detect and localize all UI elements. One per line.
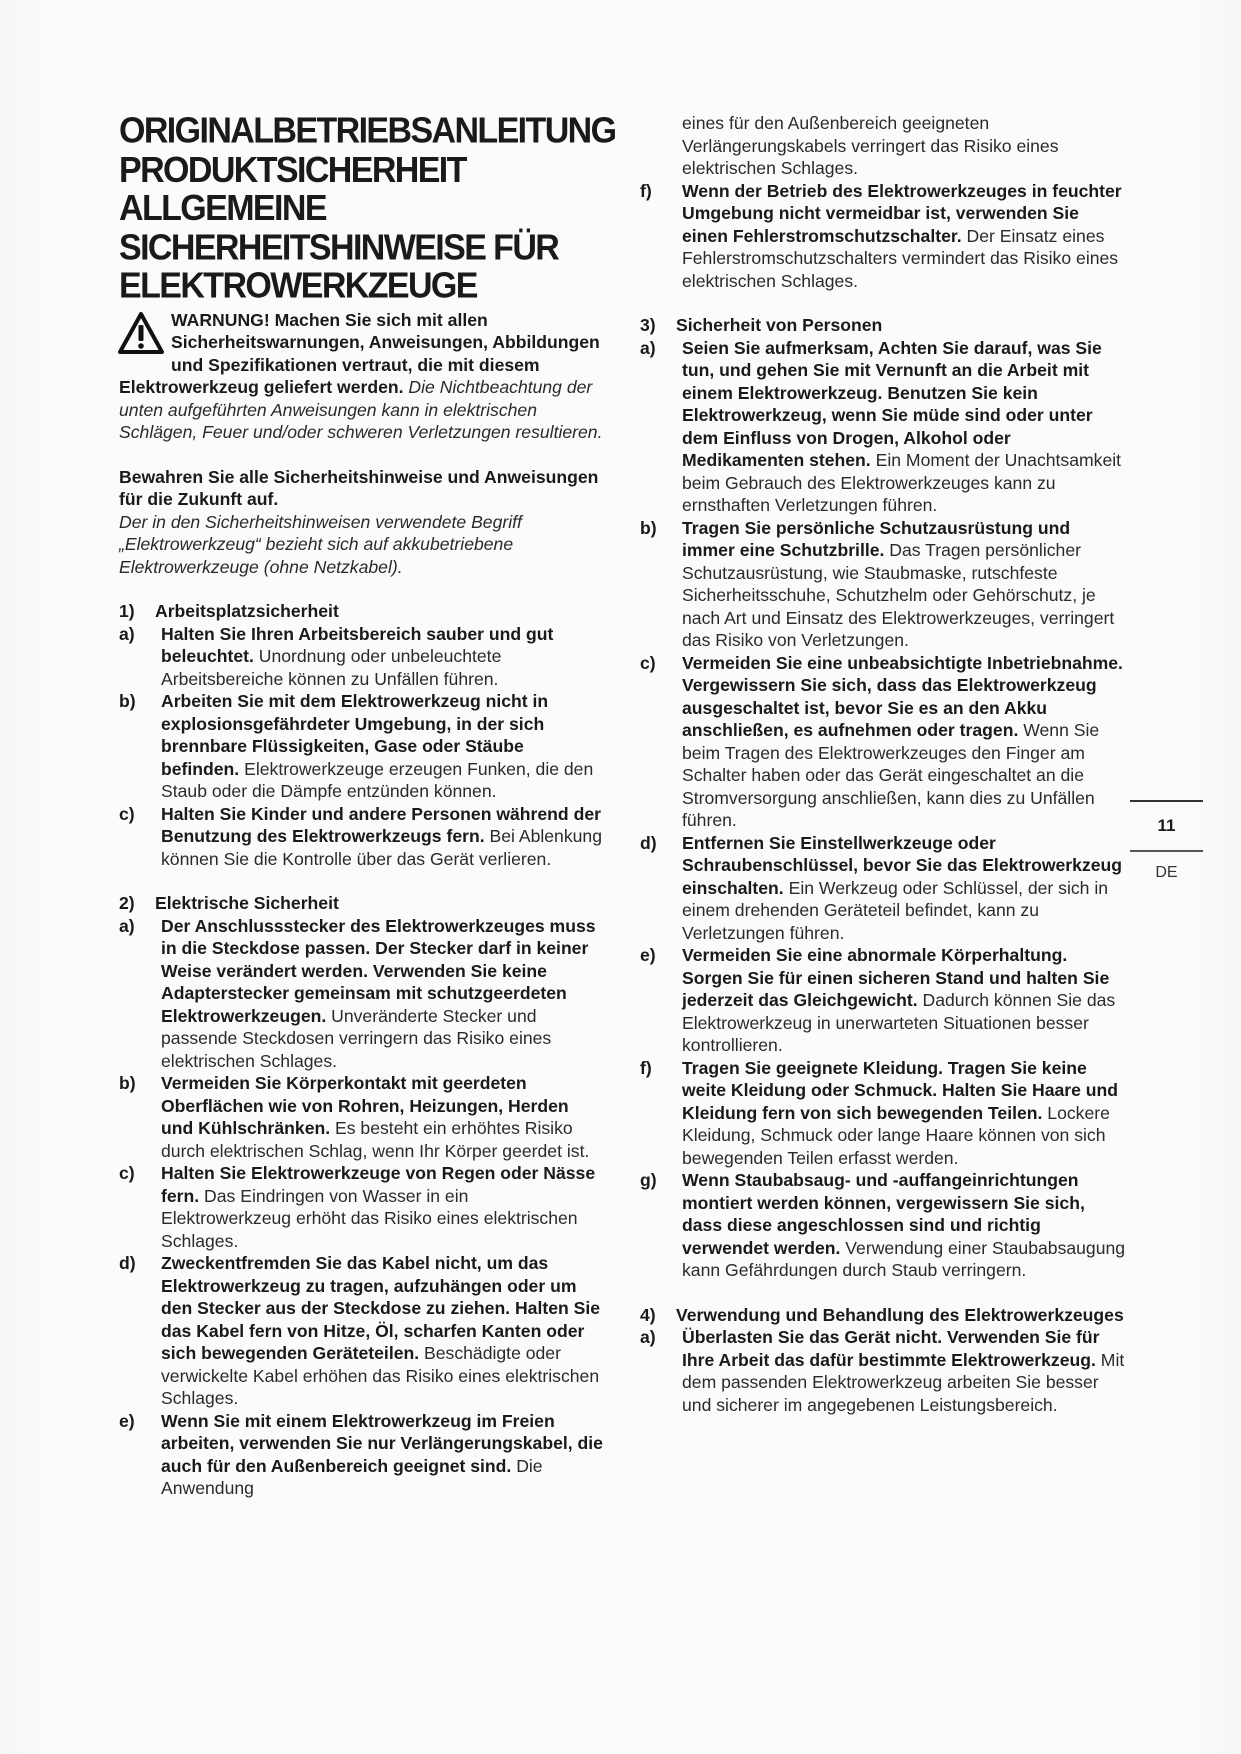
item-text: Elektrowerkzeuge erzeugen Funken, die den Staub oder die Dämpfe entzünden können. bbox=[161, 758, 594, 801]
section-heading bbox=[640, 314, 1127, 337]
item-bold-text: Halten Sie Kinder und andere Personen während der Benutzung des Elektrowerkzeugs fern. bbox=[161, 803, 601, 846]
item-label: d) bbox=[640, 832, 657, 853]
item-label: c) bbox=[119, 1163, 135, 1183]
item-bold-text: Wenn der Betrieb des Elektrowerkzeuges in feuchter Umgebung nicht vermeidbar ist, verwenden Sie einen Fehlerstromschutzschalter. bbox=[682, 180, 1122, 246]
title-line: SICHERHEITSHINWEISE FÜR bbox=[119, 227, 559, 268]
warning-triangle-icon bbox=[117, 311, 165, 355]
item-label: c) bbox=[640, 652, 656, 673]
item-label: b) bbox=[119, 691, 136, 711]
item-text: Verwendung einer Staubabsaugung kann Gefährdungen durch Staub verringern. bbox=[682, 1237, 1126, 1280]
section-number: 3) bbox=[640, 315, 656, 335]
item-bold-text: Vermeiden Sie eine abnormale Körperhaltung. Sorgen Sie für einen sicheren Stand und halten Sie jederzeit das Gleichgewicht. bbox=[682, 945, 1110, 1010]
list-item bbox=[640, 652, 1127, 832]
item-bold-text: Tragen Sie persönliche Schutzausrüstung und immer eine Schutzbrille. bbox=[682, 517, 1071, 560]
section-heading bbox=[119, 892, 603, 915]
section-number: 1) bbox=[119, 601, 135, 621]
item-label: c) bbox=[119, 803, 135, 824]
item-bold-text: Seien Sie aufmerksam, Achten Sie darauf, was Sie tun, und gehen Sie mit Vernunft an die Arbeit mit einem Elektrowerkzeug. Benutzen Sie kein Elektrowerkzeug, wenn Sie müde sind oder unter dem Einfluss von Drogen, Alkohol oder Medikamenten stehen. bbox=[682, 337, 1102, 470]
title-line: PRODUKTSICHERHEIT bbox=[119, 149, 466, 190]
list-item bbox=[119, 915, 603, 1073]
item-label: a) bbox=[119, 915, 135, 936]
item-text: Bei Ablenkung können Sie die Kontrolle über das Gerät verlieren. bbox=[161, 826, 602, 869]
item-label: e) bbox=[119, 1410, 135, 1431]
item-bold-text: Überlasten Sie das Gerät nicht. Verwenden Sie für Ihre Arbeit das dafür bestimmte Elektrowerkzeug. bbox=[682, 1327, 1100, 1370]
item-bold-text: Der Anschlussstecker des Elektrowerkzeuges muss in die Steckdose passen. Der Stecker darf in keiner Weise verändert werden. Verwenden Sie keine Adapterstecker gemeinsam mit schutzgeerdeten Elektrowerkzeugen. bbox=[161, 915, 596, 1026]
item-label: e) bbox=[640, 945, 656, 965]
item-bold-text: Halten Sie Elektrowerkzeuge von Regen oder Nässe fern. bbox=[161, 1163, 596, 1206]
warning-bold-text: WARNUNG! Machen Sie sich mit allen Sicherheitswarnungen, Anweisungen, Abbildungen und Spezifikationen vertraut, die mit diesem Elektrowerkzeug geliefert werden. bbox=[119, 309, 600, 397]
item-label: f) bbox=[640, 1057, 652, 1078]
list-item bbox=[119, 1410, 603, 1500]
item-text: Die Anwendung bbox=[161, 1455, 543, 1498]
list-item bbox=[119, 623, 603, 691]
item-label: d) bbox=[119, 1253, 136, 1273]
item-bold-text: Halten Sie Ihren Arbeitsbereich sauber und gut beleuchtet. bbox=[161, 623, 554, 666]
list-item bbox=[640, 1326, 1127, 1416]
list-item bbox=[640, 337, 1127, 517]
item-text: Unveränderte Stecker und passende Steckdosen verringern das Risiko eines elektrischen Schlages. bbox=[161, 1005, 552, 1071]
section-title: Elektrische Sicherheit bbox=[155, 893, 339, 913]
section-title: Arbeitsplatzsicherheit bbox=[155, 601, 339, 621]
item-bold-text: Wenn Staubabsaug- und -auffangeinrichtungen montiert werden können, vergewissern Sie sich, dass diese angeschlossen sind und richtig verwendet werden. bbox=[682, 1170, 1085, 1258]
list-item bbox=[640, 1057, 1127, 1170]
item-text: Es besteht ein erhöhtes Risiko durch elektrischen Schlag, wenn Ihr Körper geerdet ist. bbox=[161, 1118, 590, 1161]
section-number: 2) bbox=[119, 893, 135, 913]
list-item bbox=[640, 832, 1127, 945]
item-label: a) bbox=[640, 1327, 656, 1347]
keep-bold-text: Bewahren Sie alle Sicherheitshinweise und Anweisungen für die Zukunft auf. bbox=[119, 466, 599, 509]
list-item bbox=[119, 803, 603, 871]
keep-instructions bbox=[119, 466, 603, 579]
item-label: f) bbox=[640, 180, 652, 201]
item-label: b) bbox=[640, 517, 657, 538]
list-item bbox=[640, 180, 1127, 293]
item-label: a) bbox=[119, 623, 135, 644]
list-item bbox=[640, 1169, 1127, 1282]
list-item bbox=[119, 1252, 603, 1410]
item-bold-text: Zweckentfremden Sie das Kabel nicht, um das Elektrowerkzeug zu tragen, aufzuhängen oder um den Stecker aus der Steckdose zu ziehen. Halten Sie das Kabel fern von Hitze, Öl, scharfen Kanten oder sich bewegenden Geräteteilen. bbox=[161, 1253, 601, 1363]
section-heading bbox=[640, 1304, 1127, 1327]
item-bold-text: Vermeiden Sie Körperkontakt mit geerdeten Oberflächen wie von Rohren, Heizungen, Herden und Kühlschränken. bbox=[161, 1073, 569, 1138]
item-text: Das Eindringen von Wasser in ein Elektrowerkzeug erhöht das Risiko eines elektrischen Schlages. bbox=[161, 1185, 578, 1251]
list-item bbox=[640, 944, 1127, 1057]
item-bold-text: Tragen Sie geeignete Kleidung. Tragen Sie keine weite Kleidung oder Schmuck. Halten Sie Haare und Kleidung fern von sich bewegenden Teilen. bbox=[682, 1057, 1119, 1123]
language-code: DE bbox=[1155, 863, 1178, 881]
title-line: ELEKTROWERKZEUGE bbox=[119, 265, 477, 306]
item-text: Ein Werkzeug oder Schlüssel, der sich in einem drehenden Geräteteil befindet, kann zu Verletzungen führen. bbox=[682, 877, 1109, 943]
keep-italic-text: Der in den Sicherheitshinweisen verwendete Begriff „Elektrowerkzeug“ bezieht sich auf akkubetriebene Elektrowerkzeuge (ohne Netzkabel). bbox=[119, 511, 522, 577]
title-line: ALLGEMEINE bbox=[119, 188, 326, 229]
item-label: b) bbox=[119, 1073, 136, 1093]
item-label: g) bbox=[640, 1170, 657, 1190]
continued-text: eines für den Außenbereich geeigneten Verlängerungskabels verringert das Risiko eines elektrischen Schlages. bbox=[682, 113, 1059, 178]
item-bold-text: Entfernen Sie Einstellwerkzeuge oder Schraubenschlüssel, bevor Sie das Elektrowerkzeug einschalten. bbox=[682, 832, 1123, 898]
item-bold-text: Wenn Sie mit einem Elektrowerkzeug im Freien arbeiten, verwenden Sie nur Verlängerungskabel, die auch für den Außenbereich geeignet sind. bbox=[161, 1410, 603, 1476]
item-text: Ein Moment der Unachtsamkeit beim Gebrauch des Elektrowerkzeuges kann zu ernsthaften Verletzungen führen. bbox=[682, 450, 1122, 515]
section-title: Sicherheit von Personen bbox=[676, 315, 883, 335]
item-text: Beschädigte oder verwickelte Kabel erhöhen das Risiko eines elektrischen Schlages. bbox=[161, 1343, 600, 1408]
section-heading bbox=[119, 600, 603, 623]
item-bold-text: Vermeiden Sie eine unbeabsichtigte Inbetriebnahme. Vergewissern Sie sich, dass das Elektrowerkzeug ausgeschaltet ist, bevor Sie es an den Akku anschließen, es aufnehmen oder tragen. bbox=[682, 652, 1123, 740]
item-text: Mit dem passenden Elektrowerkzeug arbeiten Sie besser und sicherer im angegebenen Leistungsbereich. bbox=[682, 1349, 1125, 1415]
section-number: 4) bbox=[640, 1304, 656, 1325]
page-marker bbox=[1130, 800, 1203, 882]
item-text: Wenn Sie beim Tragen des Elektrowerkzeuges den Finger am Schalter haben oder das Gerät eingeschaltet an die Stromversorgung anschließen, kann dies zu Unfällen führen. bbox=[682, 720, 1100, 830]
list-item bbox=[119, 1072, 603, 1162]
list-item-continued bbox=[640, 112, 1127, 180]
document-title bbox=[119, 110, 616, 306]
item-label: a) bbox=[640, 337, 656, 358]
list-item bbox=[119, 1162, 603, 1252]
list-item bbox=[640, 517, 1127, 652]
item-text: Unordnung oder unbeleuchtete Arbeitsbereiche können zu Unfällen führen. bbox=[161, 646, 502, 689]
right-column bbox=[640, 112, 1127, 1416]
item-bold-text: Arbeiten Sie mit dem Elektrowerkzeug nicht in explosionsgefährdeter Umgebung, in der sich brennbare Flüssigkeiten, Gase oder Stäube befinden. bbox=[161, 691, 549, 779]
warning-italic-text: Die Nichtbeachtung der unten aufgeführten Anweisungen kann in elektrischen Schlägen, Feuer und/oder schweren Verletzungen resultieren. bbox=[119, 377, 603, 442]
left-column bbox=[119, 110, 616, 1500]
title-line: ORIGINALBETRIEBSANLEITUNG bbox=[119, 110, 616, 152]
page-number: 11 bbox=[1157, 816, 1176, 835]
item-text: Das Tragen persönlicher Schutzausrüstung, wie Staubmaske, rutschfeste Sicherheitsschuhe, Schutzhelm oder Gehörschutz, je nach Art und Einsatz des Elektrowerkzeuges, verringert das Risiko von Verletzungen. bbox=[682, 540, 1115, 650]
item-text: Lockere Kleidung, Schmuck oder lange Haare können von sich bewegenden Teilen erfasst werden. bbox=[682, 1102, 1110, 1168]
item-text: Der Einsatz eines Fehlerstromschutzschalters vermindert das Risiko eines elektrischen Schlages. bbox=[682, 225, 1119, 291]
list-item bbox=[119, 690, 603, 803]
section-title: Verwendung und Behandlung des Elektrowerkzeuges bbox=[676, 1304, 1124, 1325]
item-text: Dadurch können Sie das Elektrowerkzeug in unerwarteten Situationen besser kontrollieren. bbox=[682, 990, 1116, 1055]
warning-block bbox=[119, 309, 603, 444]
